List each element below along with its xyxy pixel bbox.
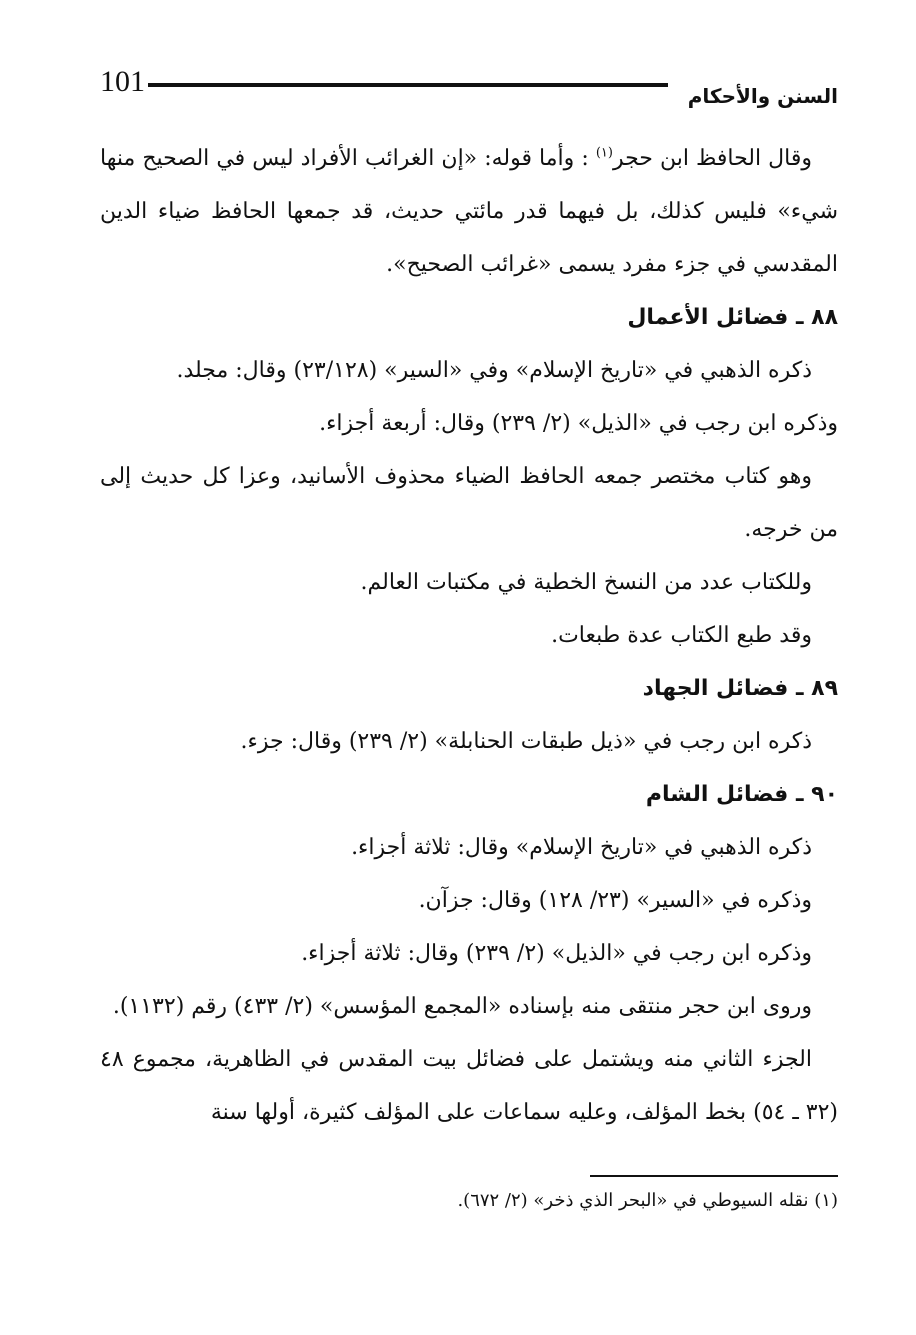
- paragraph-text: : وأما قوله: «إن الغرائب الأفراد ليس في الصحيح منها شيء» فليس كذلك، بل فيهما قدر مائتي حديث، قد جمعها الحافظ ضياء الدين المقدسي في جزء مفرد يسمى «غرائب الصحيح».: [100, 146, 838, 277]
- page-header: [100, 64, 838, 112]
- footnote-separator: [590, 1175, 838, 1177]
- paragraph: وهو كتاب مختصر جمعه الحافظ الضياء محذوف الأسانيد، وعزا كل حديث إلى من خرجه.: [100, 464, 838, 542]
- paragraph-text: وقال الحافظ ابن حجر: [612, 146, 812, 171]
- paragraph: ذكره الذهبي في «تاريخ الإسلام» وقال: ثلاثة أجزاء.: [351, 835, 812, 860]
- footnote: (١) نقله السيوطي في «البحر الذي ذخر» (٢/ ٦٧٢).: [457, 1190, 838, 1211]
- header-rule: [148, 83, 668, 87]
- paragraph: وذكره ابن رجب في «الذيل» (٢/ ٢٣٩) وقال: ثلاثة أجزاء.: [301, 941, 812, 966]
- paragraph: وذكره ابن رجب في «الذيل» (٢/ ٢٣٩) وقال: أربعة أجزاء.: [319, 411, 838, 436]
- paragraph: وللكتاب عدد من النسخ الخطية في مكتبات العالم.: [360, 570, 812, 595]
- footnote-reference[interactable]: (١): [595, 145, 613, 161]
- page-number: 101: [100, 65, 145, 98]
- paragraph: ذكره ابن رجب في «ذيل طبقات الحنابلة» (٢/ ٢٣٩) وقال: جزء.: [240, 729, 812, 754]
- running-title: السنن والأحكام: [687, 84, 838, 108]
- paragraph: وذكره في «السير» (٢٣/ ١٢٨) وقال: جزآن.: [418, 888, 812, 913]
- paragraph: وروى ابن حجر منتقى منه بإسناده «المجمع المؤسس» (٢/ ٤٣٣) رقم (١١٣٢).: [112, 994, 812, 1019]
- section-heading-88: ٨٨ ـ فضائل الأعمال: [627, 305, 838, 330]
- paragraph-ibn-hajar-quote: [100, 132, 838, 291]
- paragraph: الجزء الثاني منه ويشتمل على فضائل بيت المقدس في الظاهرية، مجموع ٤٨ (٣٢ ـ ٥٤) بخط المؤلف، وعليه سماعات على المؤلف كثيرة، أولها سنة: [100, 1047, 838, 1125]
- body-text: [100, 132, 838, 1139]
- section-heading-90: ٩٠ ـ فضائل الشام: [645, 782, 838, 807]
- paragraph: ذكره الذهبي في «تاريخ الإسلام» وفي «السير» (٢٣/١٢٨) وقال: مجلد.: [176, 358, 812, 383]
- paragraph: وقد طبع الكتاب عدة طبعات.: [551, 623, 812, 648]
- section-heading-89: ٨٩ ـ فضائل الجهاد: [642, 676, 838, 701]
